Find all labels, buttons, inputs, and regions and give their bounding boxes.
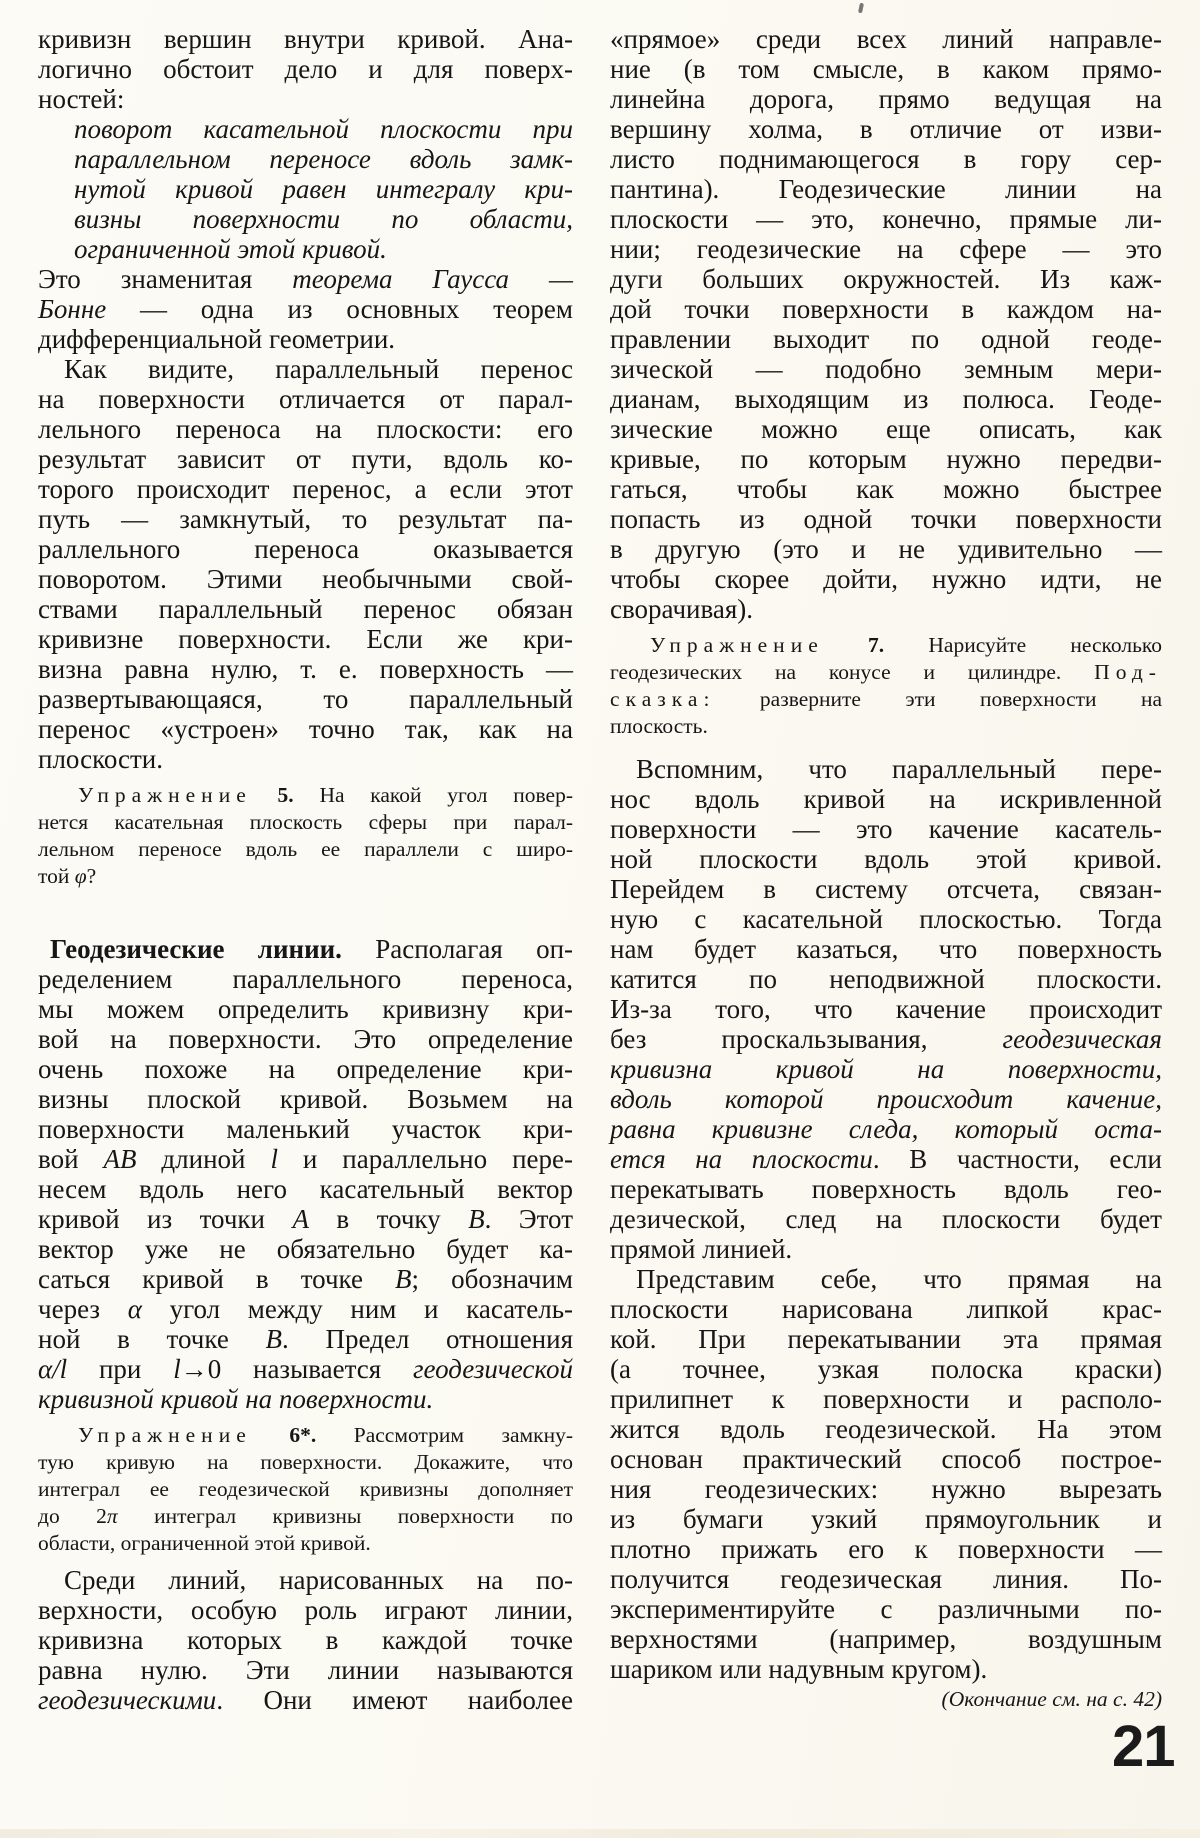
text-segment: без проскальзывания, — [610, 1024, 1003, 1054]
text-line — [38, 414, 573, 444]
text-segment: катится по неподвижной плоскости. — [610, 964, 1162, 994]
text-segment: тую кривую на поверхности. Докажите, что — [38, 1450, 573, 1474]
text-segment: интеграл кривизны поверхности по — [117, 1504, 573, 1528]
text-segment: верхностями (например, воздушным — [610, 1624, 1162, 1654]
text-line — [610, 1054, 1162, 1084]
text-line — [610, 1474, 1162, 1504]
text-segment: (Окончание см. на с. 42) — [941, 1687, 1162, 1711]
text-segment: Бонне — [38, 294, 107, 324]
text-segment: Это знаменитая — [38, 264, 293, 294]
text-line — [610, 264, 1162, 294]
text-line — [38, 294, 573, 324]
text-segment: лельном переносе вдоль ее параллели с широ- — [38, 837, 573, 861]
text-segment: очень похоже на определение кри- — [38, 1054, 573, 1084]
text-segment: той — [38, 864, 75, 888]
text-segment: области, ограниченной этой кривой. — [38, 1531, 371, 1555]
text-segment: Среди линий, нарисованных на по- — [64, 1565, 573, 1595]
text-line — [610, 294, 1162, 324]
text-line — [38, 474, 573, 504]
text-segment: — одна из основных теорем — [106, 294, 573, 324]
text-line — [74, 204, 573, 234]
text-segment: сказка: — [610, 687, 716, 711]
text-line — [38, 744, 573, 774]
text-segment: поверхности маленький участок кри- — [38, 1114, 573, 1144]
text-segment: зической — подобно земным мери- — [610, 354, 1162, 384]
text-segment: ется на плоскости — [610, 1144, 873, 1174]
text-segment: Вспомним, что параллельный пере- — [636, 754, 1162, 784]
para-block — [38, 934, 573, 1414]
text-segment: 7. — [823, 633, 929, 657]
text-line — [610, 234, 1162, 264]
exercise-block — [610, 632, 1162, 740]
text-line — [38, 994, 573, 1024]
display-block — [74, 114, 573, 264]
text-segment: вектор уже не обязательно будет ка- — [38, 1234, 573, 1264]
text-line — [610, 1654, 1162, 1684]
para-block — [38, 1565, 573, 1715]
text-segment: визны плоской кривой. Возьмем на — [38, 1084, 573, 1114]
text-segment: «прямое» среди всех линий направле- — [610, 24, 1162, 54]
text-line — [610, 1174, 1162, 1204]
text-segment: листо поднимающегося в гору сер- — [610, 144, 1162, 174]
exercise-block — [38, 782, 573, 890]
text-segment: ? — [86, 864, 97, 888]
text-segment: (а точнее, узкая полоска краски) — [610, 1354, 1162, 1384]
text-segment: кривизной кривой на поверхности. — [38, 1384, 434, 1414]
para-block — [610, 1264, 1162, 1684]
text-segment: AB — [103, 1144, 137, 1174]
text-line — [38, 1144, 573, 1174]
text-segment: Под- — [1094, 660, 1162, 684]
text-segment: ограниченной этой кривой. — [74, 234, 387, 264]
text-line — [38, 1204, 573, 1234]
text-line — [610, 1084, 1162, 1114]
text-segment: . Этот — [484, 1204, 574, 1234]
text-segment: торого происходит перенос, а если этот — [38, 474, 573, 504]
text-line — [38, 1449, 573, 1476]
text-segment: геодезических на конусе и цилиндре. — [610, 660, 1095, 684]
text-segment: α/l — [38, 1354, 68, 1384]
text-segment: Упражнение — [650, 633, 824, 657]
text-line — [610, 1324, 1162, 1354]
text-line — [38, 624, 573, 654]
text-line — [610, 1234, 1162, 1264]
text-segment: геодезической — [412, 1354, 573, 1384]
text-segment: шариком или надувным кругом). — [610, 1654, 988, 1684]
text-column-left — [38, 24, 573, 1715]
text-line — [38, 863, 573, 890]
text-segment: нос вдоль кривой на искривленной — [610, 784, 1162, 814]
text-line — [38, 84, 573, 114]
text-line — [610, 594, 1162, 624]
text-segment: теорема Гаусса — — [292, 264, 573, 294]
text-segment: мы можем определить кривизну кри- — [38, 994, 573, 1024]
text-line — [38, 1174, 573, 1204]
text-line — [610, 174, 1162, 204]
text-segment: ределением параллельного переноса, — [38, 964, 573, 994]
text-line — [610, 204, 1162, 234]
text-segment: геодезическая — [1002, 1024, 1162, 1054]
text-segment: ствами параллельный перенос обязан — [38, 594, 573, 624]
text-line — [38, 1530, 573, 1557]
text-line — [38, 384, 573, 414]
text-line — [610, 144, 1162, 174]
text-segment: зические можно еще описать, как — [610, 414, 1162, 444]
text-line — [610, 1504, 1162, 1534]
text-segment: сворачивая). — [610, 594, 754, 624]
text-segment: линейна дорога, прямо ведущая на — [610, 84, 1162, 114]
text-line — [610, 1204, 1162, 1234]
text-segment: плоскости. — [38, 744, 163, 774]
text-line — [38, 324, 573, 354]
text-segment: дой точки поверхности в каждом на- — [610, 294, 1162, 324]
text-segment: ной плоскости вдоль этой кривой. — [610, 844, 1162, 874]
text-line — [38, 444, 573, 474]
text-segment: →0 называется — [180, 1354, 413, 1384]
text-line — [38, 1324, 573, 1354]
text-line — [38, 1655, 573, 1685]
text-line — [38, 1234, 573, 1264]
text-segment: дуги больших окружностей. Из каж- — [610, 264, 1162, 294]
text-segment: вдоль которой происходит качение, — [610, 1084, 1162, 1114]
text-segment: параллельном переносе вдоль замк- — [74, 144, 573, 174]
text-line — [38, 714, 573, 744]
text-line — [38, 1476, 573, 1503]
text-line — [610, 994, 1162, 1024]
text-line — [610, 564, 1162, 594]
text-segment: и параллельно пере- — [277, 1144, 573, 1174]
text-line — [38, 1685, 573, 1715]
text-line — [610, 686, 1162, 713]
text-line — [610, 114, 1162, 144]
text-line — [74, 114, 573, 144]
text-line — [610, 814, 1162, 844]
page-bottom-edge — [0, 1829, 1200, 1838]
text-segment: 5. — [251, 783, 320, 807]
text-segment: 6*. — [251, 1423, 354, 1447]
text-segment: равна кривизне следа, который оста- — [610, 1114, 1162, 1144]
text-segment: длиной — [136, 1144, 271, 1174]
text-segment: на поверхности отличается от парал- — [38, 384, 573, 414]
text-line — [610, 1564, 1162, 1594]
text-segment: нам будет казаться, что поверхность — [610, 934, 1162, 964]
text-segment: ностей: — [38, 84, 125, 114]
text-line — [38, 264, 573, 294]
text-segment: Из-за того, что качение происходит — [610, 994, 1162, 1024]
text-line — [38, 1054, 573, 1084]
text-segment: ния геодезических: нужно вырезать — [610, 1474, 1162, 1504]
text-line — [38, 782, 573, 809]
text-line — [610, 844, 1162, 874]
para-block — [38, 264, 573, 354]
text-line — [38, 684, 573, 714]
text-line — [610, 1624, 1162, 1654]
text-column-right — [610, 24, 1162, 1713]
text-segment: поверхности — это качение касатель- — [610, 814, 1162, 844]
text-segment: α — [127, 1294, 142, 1324]
text-segment: пантина). Геодезические линии на — [610, 174, 1162, 204]
text-line — [610, 474, 1162, 504]
text-segment: путь — замкнутый, то результат па- — [38, 504, 573, 534]
text-segment: равна нулю. Эти линии называются — [38, 1655, 573, 1685]
text-segment: развертывающаяся, то параллельный — [38, 684, 573, 714]
text-segment: прямой линией. — [610, 1234, 793, 1264]
text-segment: ной в точке — [38, 1324, 266, 1354]
para-block — [38, 354, 573, 774]
text-segment: ную с касательной плоскостью. Тогда — [610, 904, 1162, 934]
text-segment: плоскости — это, конечно, прямые ли- — [610, 204, 1162, 234]
text-segment: верхности, особую роль играют линии, — [38, 1595, 573, 1625]
exercise-block — [38, 1422, 573, 1557]
text-line — [38, 836, 573, 863]
text-line — [38, 654, 573, 684]
text-segment: Рассмотрим замкну- — [353, 1423, 573, 1447]
text-line — [610, 24, 1162, 54]
text-line — [38, 1084, 573, 1114]
text-line — [38, 564, 573, 594]
text-line — [610, 1144, 1162, 1174]
text-segment: дезической, след на плоскости будет — [610, 1204, 1162, 1234]
text-line — [610, 1534, 1162, 1564]
text-segment: вершину холма, в отличие от изви- — [610, 114, 1162, 144]
text-line — [610, 1686, 1162, 1713]
text-line — [610, 504, 1162, 534]
text-segment: l — [270, 1144, 278, 1174]
text-segment: нутой кривой равен интегралу кри- — [74, 174, 573, 204]
text-line — [610, 1354, 1162, 1384]
text-line — [38, 1595, 573, 1625]
text-segment: получится геодезическая линия. По- — [610, 1564, 1162, 1594]
text-segment: интеграл ее геодезической кривизны дополняет — [38, 1477, 573, 1501]
text-segment: результат зависит от пути, вдоль ко- — [38, 444, 573, 474]
page-number: 21 — [1112, 1714, 1175, 1779]
text-line — [74, 144, 573, 174]
text-segment: На какой угол повер- — [319, 783, 574, 807]
text-line — [610, 1294, 1162, 1324]
text-line — [610, 1594, 1162, 1624]
text-line — [38, 934, 573, 964]
text-line — [74, 174, 573, 204]
text-segment: поворот касательной плоскости при — [74, 114, 573, 144]
text-segment: лельного переноса на плоскости: его — [38, 414, 573, 444]
text-segment: Геодезические линии. — [50, 934, 342, 964]
text-line — [38, 354, 573, 384]
text-segment: кой. При перекатывании эта прямая — [610, 1324, 1162, 1354]
text-segment: нется касательная плоскость сферы при парал- — [38, 810, 573, 834]
text-line — [610, 659, 1162, 686]
text-segment: из бумаги узкий прямоугольник и — [610, 1504, 1162, 1534]
text-segment: до 2 — [38, 1504, 107, 1528]
text-line — [38, 964, 573, 994]
text-line — [610, 1444, 1162, 1474]
para-block — [38, 24, 573, 114]
text-segment: саться кривой в точке — [38, 1264, 396, 1294]
text-segment: кривизна которых в каждой точке — [38, 1625, 573, 1655]
text-line — [610, 54, 1162, 84]
text-segment: разверните эти поверхности на — [715, 687, 1162, 711]
text-segment: Упражнение — [78, 783, 252, 807]
text-line — [38, 1384, 573, 1414]
text-line — [38, 1294, 573, 1324]
text-line — [38, 1503, 573, 1530]
text-segment: нии; геодезические на сфере — это — [610, 234, 1162, 264]
text-segment: кривизне поверхности. Если же кри- — [38, 624, 573, 654]
text-segment: перенос «устроен» точно так, как на — [38, 714, 573, 744]
text-line — [38, 1264, 573, 1294]
text-line — [38, 594, 573, 624]
text-segment: в точку — [308, 1204, 469, 1234]
text-segment: прилипнет к поверхности и располо- — [610, 1384, 1162, 1414]
text-line — [610, 874, 1162, 904]
text-segment: правлении выходит по одной геоде- — [610, 324, 1162, 354]
text-segment: ; обозначим — [411, 1264, 574, 1294]
text-segment: кривизн вершин внутри кривой. Ана- — [38, 24, 573, 54]
text-segment: плоскости нарисована липкой крас- — [610, 1294, 1162, 1324]
text-line — [610, 1264, 1162, 1294]
text-line — [38, 504, 573, 534]
text-line — [38, 54, 573, 84]
text-segment: при — [67, 1354, 174, 1384]
text-segment: π — [106, 1504, 118, 1528]
text-line — [610, 354, 1162, 384]
text-line — [38, 24, 573, 54]
text-line — [610, 1414, 1162, 1444]
text-segment: логично обстоит дело и для поверх- — [38, 54, 573, 84]
text-line — [610, 414, 1162, 444]
text-segment: визна равна нулю, т. е. поверхность — — [38, 654, 573, 684]
text-segment: ние (в том смысле, в каком прямо- — [610, 54, 1162, 84]
text-segment: дианам, выходящим из полюса. Геоде- — [610, 384, 1162, 414]
text-segment: дифференциальной геометрии. — [38, 324, 396, 354]
text-line — [610, 934, 1162, 964]
text-line — [38, 1625, 573, 1655]
text-line — [610, 534, 1162, 564]
text-line — [610, 1384, 1162, 1414]
text-segment: гаться, чтобы как можно быстрее — [610, 474, 1162, 504]
text-line — [610, 444, 1162, 474]
text-segment: B — [395, 1264, 412, 1294]
text-segment: экспериментируйте с различными по- — [610, 1594, 1162, 1624]
text-segment: Нарисуйте несколько — [928, 633, 1162, 657]
text-segment: плотно прижать его к поверхности — — [610, 1534, 1162, 1564]
text-segment: через — [38, 1294, 128, 1324]
text-segment: вой на поверхности. Это определение — [38, 1024, 573, 1054]
text-segment: Перейдем в систему отсчета, связан- — [610, 874, 1162, 904]
text-line — [610, 632, 1162, 659]
text-segment: визны поверхности по области, — [74, 204, 573, 234]
text-line — [38, 534, 573, 564]
text-line — [38, 1354, 573, 1384]
text-segment: A — [292, 1204, 309, 1234]
text-segment: чтобы скорее дойти, нужно идти, не — [610, 564, 1162, 594]
text-segment: кривизна кривой на поверхности, — [610, 1054, 1162, 1084]
text-segment: перекатывать поверхность вдоль гео- — [610, 1174, 1162, 1204]
text-segment: в другую (это и не удивительно — — [610, 534, 1162, 564]
text-line — [610, 384, 1162, 414]
text-line — [610, 84, 1162, 114]
text-segment: основан практический способ построе- — [610, 1444, 1162, 1474]
text-line — [38, 1422, 573, 1449]
text-segment: φ — [74, 864, 87, 888]
text-segment: Как видите, параллельный перенос — [64, 354, 573, 384]
text-segment: кривой из точки — [38, 1204, 293, 1234]
text-segment: Располагая оп- — [341, 934, 574, 964]
text-segment: геодезическими — [38, 1685, 217, 1715]
text-line — [610, 964, 1162, 994]
text-segment: . Предел отношения — [282, 1324, 573, 1354]
text-line — [74, 234, 573, 264]
para-block — [610, 24, 1162, 624]
note-block — [610, 1686, 1162, 1713]
para-block — [610, 754, 1162, 1264]
text-line — [610, 713, 1162, 740]
scan-speck — [858, 3, 864, 14]
text-line — [610, 324, 1162, 354]
text-line — [610, 904, 1162, 934]
text-segment: B — [468, 1204, 485, 1234]
text-segment: . В частности, если — [872, 1144, 1162, 1174]
text-line — [610, 784, 1162, 814]
text-line — [610, 1114, 1162, 1144]
text-line — [38, 1024, 573, 1054]
text-segment: угол между ним и касатель- — [141, 1294, 573, 1324]
text-segment: попасть из одной точки поверхности — [610, 504, 1162, 534]
text-segment: раллельного переноса оказывается — [38, 534, 573, 564]
text-segment: Упражнение — [78, 1423, 252, 1447]
text-segment: кривые, по которым нужно передви- — [610, 444, 1162, 474]
text-line — [38, 809, 573, 836]
text-segment: . Они имеют наиболее — [216, 1685, 573, 1715]
text-segment: плоскость. — [610, 714, 708, 738]
text-segment: Представим себе, что прямая на — [636, 1264, 1162, 1294]
text-line — [38, 1114, 573, 1144]
text-segment: поворотом. Этими необычными свой- — [38, 564, 573, 594]
text-segment: вой — [38, 1144, 104, 1174]
text-segment: несем вдоль него касательный вектор — [38, 1174, 573, 1204]
text-line — [610, 754, 1162, 784]
text-line — [610, 1024, 1162, 1054]
text-segment: l — [173, 1354, 181, 1384]
text-line — [38, 1565, 573, 1595]
text-segment: жится вдоль геодезической. На этом — [610, 1414, 1162, 1444]
text-segment: B — [265, 1324, 283, 1354]
